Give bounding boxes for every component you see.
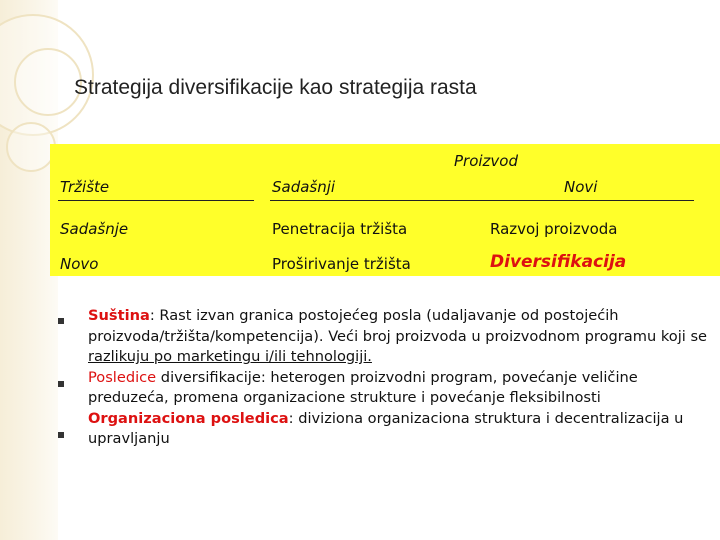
- matrix-cell: Razvoj proizvoda: [490, 220, 618, 238]
- matrix-cell: Proširivanje tržišta: [272, 255, 411, 273]
- row-label-current: Sadašnje: [60, 220, 129, 238]
- column-header-current: Sadašnji: [272, 178, 336, 196]
- row-label-new: Novo: [60, 255, 99, 273]
- header-underline: [58, 200, 254, 201]
- bullet-marker: [58, 318, 64, 324]
- bullet-item: [88, 409, 708, 450]
- decorative-circle: [14, 48, 82, 116]
- bullet-marker: [58, 381, 64, 387]
- slide-title: Strategija diversifikacije kao strategija rasta: [74, 76, 477, 99]
- row-axis-header: Tržište: [60, 178, 110, 196]
- column-header-new: Novi: [564, 178, 598, 196]
- bullet-list: [88, 306, 708, 450]
- bullet-underlined-text: razlikuju po marketingu i/ili tehnologiji.: [88, 348, 372, 365]
- header-underline: [270, 200, 494, 201]
- ansoff-matrix: [50, 144, 720, 276]
- matrix-cell-diversification: Diversifikacija: [490, 252, 627, 272]
- header-underline: [488, 200, 694, 201]
- bullet-item: [88, 306, 708, 368]
- decorative-circle: [6, 122, 56, 172]
- bullet-text: : Rast izvan granica postojećeg posla (udaljavanje od postojećih proizvoda/tržišta/kompetencija). Veći broj proizvoda u proizvodnom programu koji se: [88, 307, 708, 345]
- column-group-label: Proizvod: [454, 152, 519, 170]
- bullet-term: Posledice: [88, 368, 157, 386]
- matrix-cell: Penetracija tržišta: [272, 220, 408, 238]
- bullet-term: Suština: [88, 307, 150, 324]
- bullet-text: : diviziona organizaciona struktura i decentralizacija u upravljanju: [88, 409, 684, 447]
- bullet-marker: [58, 432, 64, 438]
- bullet-item: [88, 368, 708, 409]
- bullet-text: diversifikacije: heterogen proizvodni program, povećanje veličine preduzeća, promena organizacione strukture i povećanje fleksibilnosti: [88, 368, 638, 406]
- bullet-term: Organizaciona posledica: [88, 409, 289, 427]
